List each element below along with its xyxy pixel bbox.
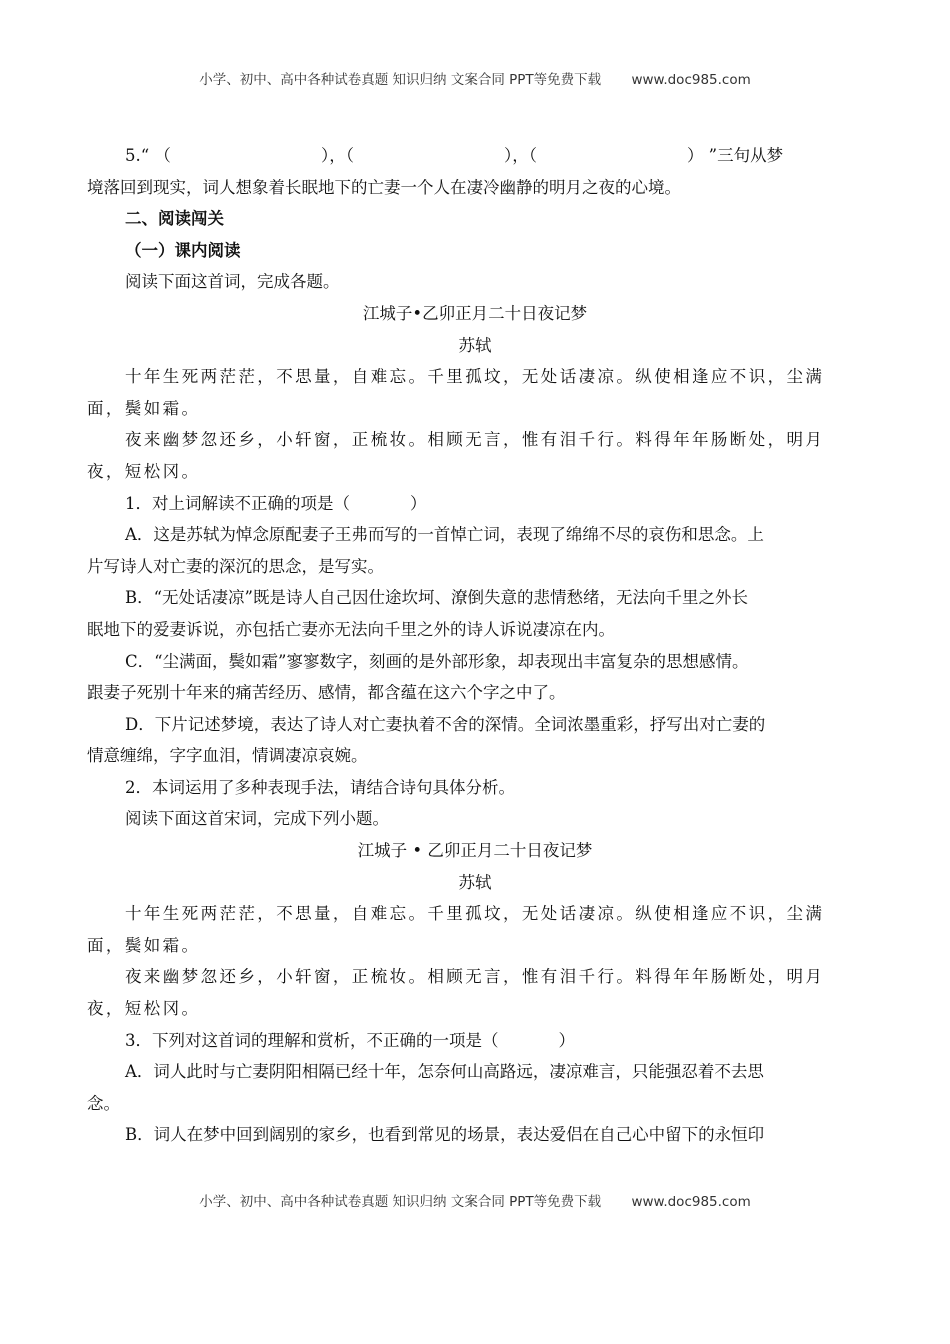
option-a-cont: 片写诗人对亡妻的深沉的思念，是写实。 [87, 556, 384, 576]
option-c-cont: 跟妻子死别十年来的痛苦经历、感情，都含蕴在这六个字之中了。 [87, 683, 566, 703]
footer-url: www.doc985.com [631, 1194, 751, 1210]
section-heading: 二、阅读闯关 [125, 209, 224, 229]
question-3-stem: 3．下列对这首词的理解和赏析，不正确的一项是（ ） [125, 1030, 575, 1050]
poem-1-title: 江城子•乙卯正月二十日夜记梦 [362, 303, 588, 323]
poem-2-stanza-2-cont: 夜，短松冈。 [87, 999, 201, 1019]
option-b: B．“无处话凄凉”既是诗人自己因仕途坎坷、潦倒失意的悲情愁绪，无法向千里之外长 [125, 588, 748, 608]
poem-1-stanza-1-cont: 面，鬓如霜。 [87, 398, 201, 418]
option-d-cont: 情意缠绵，字字血泪，情调凄凉哀婉。 [87, 746, 368, 766]
page-footer [0, 1190, 950, 1210]
question-2: 2．本词运用了多种表现手法，请结合诗句具体分析。 [125, 777, 515, 797]
poem-1-stanza-1: 十年生死两茫茫，不思量，自难忘。千里孤坟，无处话凄凉。纵使相逢应不识，尘满 [125, 367, 825, 387]
option-a-q3-cont: 念。 [87, 1093, 120, 1113]
header-url: www.doc985.com [631, 72, 751, 88]
option-b-cont: 眠地下的爱妻诉说，亦包括亡妻亦无法向千里之外的诗人诉说凄凉在内。 [87, 619, 615, 639]
poem-1-stanza-2: 夜来幽梦忽还乡，小轩窗，正梳妆。相顾无言，惟有泪千行。料得年年肠断处，明月 [125, 430, 825, 450]
footer-text: 小学、初中、高中各种试卷真题 知识归纳 文案合同 PPT等免费下载 [199, 1194, 602, 1210]
header-text: 小学、初中、高中各种试卷真题 知识归纳 文案合同 PPT等免费下载 [199, 72, 602, 88]
reading-instruction-2: 阅读下面这首宋词，完成下列小题。 [125, 809, 389, 829]
subsection-heading: （一）课内阅读 [125, 240, 241, 260]
poem-2-title: 江城子 • 乙卯正月二十日夜记梦 [357, 841, 593, 861]
page-header [0, 68, 950, 88]
document-body [87, 140, 863, 1151]
option-d: D．下片记述梦境，表达了诗人对亡妻执着不舍的深情。全词浓墨重彩，抒写出对亡妻的 [125, 714, 766, 734]
poem-1-stanza-2-cont: 夜，短松冈。 [87, 461, 201, 481]
option-a-q3: A．词人此时与亡妻阴阳相隔已经十年，怎奈何山高路远，凄凉难言，只能强忍着不去思 [125, 1062, 764, 1082]
option-b-q3: B．词人在梦中回到阔别的家乡，也看到常见的场景，表达爱侣在自己心中留下的永恒印 [125, 1125, 765, 1145]
question-1-stem: 1．对上词解读不正确的项是（ ） [125, 493, 427, 513]
option-a: A．这是苏轼为悼念原配妻子王弗而写的一首悼亡词，表现了绵绵不尽的哀伤和思念。上 [125, 525, 764, 545]
poem-2-stanza-2: 夜来幽梦忽还乡，小轩窗，正梳妆。相顾无言，惟有泪千行。料得年年肠断处，明月 [125, 967, 825, 987]
poem-2-stanza-1: 十年生死两茫茫，不思量，自难忘。千里孤坟，无处话凄凉。纵使相逢应不识，尘满 [125, 904, 825, 924]
reading-instruction-1: 阅读下面这首词，完成各题。 [125, 272, 340, 292]
poem-1-author: 苏轼 [458, 335, 492, 355]
poem-2-author: 苏轼 [458, 872, 492, 892]
option-c: C．“尘满面，鬓如霜”寥寥数字，刻画的是外部形象，却表现出丰富复杂的思想感情。 [125, 651, 749, 671]
poem-2-stanza-1-cont: 面，鬓如霜。 [87, 935, 201, 955]
question-5-line1: 5.“ （ ），（ ），（ ） ”三句从梦 [125, 146, 784, 165]
question-5-line2: 境落回到现实，词人想象着长眠地下的亡妻一个人在凄冷幽静的明月之夜的心境。 [87, 177, 681, 197]
